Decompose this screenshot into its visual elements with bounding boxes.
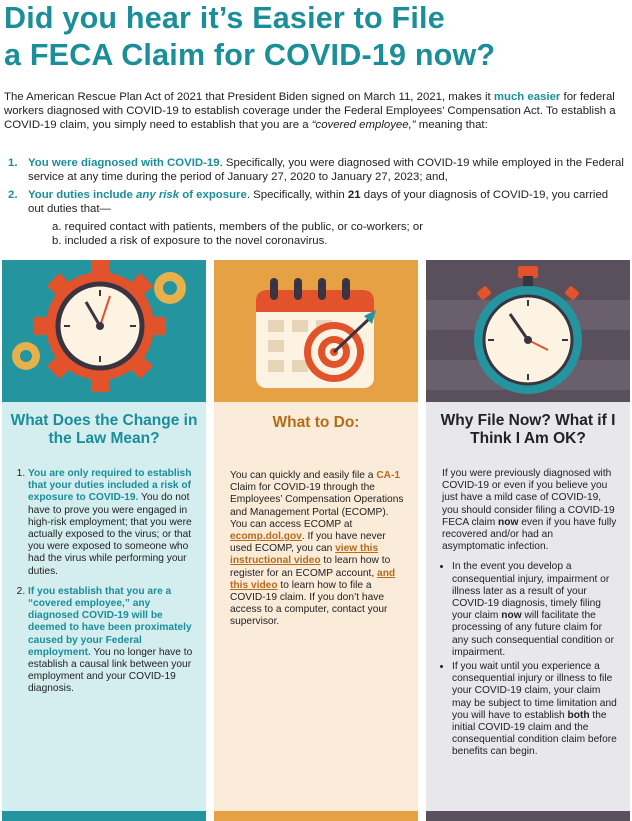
criteria-sub-b: b. included a risk of exposure to the novel coronavirus. — [52, 235, 328, 247]
stopwatch-illustration — [426, 260, 630, 402]
criteria-list — [4, 156, 624, 248]
instructional-video-link[interactable]: view this instructional video — [230, 543, 379, 567]
title-line-2: a FECA Claim for COVID-19 now? — [4, 38, 496, 72]
calendar-target-illustration — [214, 260, 418, 402]
column-footer-bar — [214, 811, 418, 821]
emphasis-much-easier: much easier — [493, 91, 561, 103]
why-file-bullet-1: • In the event you develop a consequential injury, impairment or illness later as a result of your COVID-19 diagnosis, timely filing your claim now will facilitate the processing of any future claim for any such consequential condition or impairment. — [452, 561, 618, 659]
law-point-1: 1. You are only required to establish that your duties included a risk of exposure to COVID-19. You do not have to prove you were engaged in high-risk employment; that you were actually exposed to the virus; or that you were exposed to someone who had the virus while performing your duties. — [28, 468, 196, 578]
criteria-item-2: 2. Your duties include any risk of exposure. Specifically, within 21 days of your diagnosis of COVID-19, you carried out duties that— — [8, 189, 609, 215]
column-law-change — [2, 260, 206, 821]
covered-employee-quote: “covered employee,” — [311, 119, 416, 131]
criteria-item-1: 1. You were diagnosed with COVID-19. Specifically, you were diagnosed with COVID-19 while employed in the Federal service at any time during the period of January 27, 2020 to January 27, 2023; and, — [8, 157, 624, 183]
column-heading-what-to-do: What to Do: — [272, 414, 360, 431]
intro-paragraph: The American Rescue Plan Act of 2021 that President Biden signed on March 11, 2021, makes it much easier for federal workers diagnosed with COVID-19 to establish coverage under the Federal Employees’ Compensation Act. To establish a COVID-19 claim, you simply need to establish that you are a “covered employee,” meaning that: — [4, 91, 616, 131]
law-point-2: 2. If you establish that you are a “covered employee,” any diagnosed COVID-19 will be deemed to have been proximately caused by your Federal employment. You no longer have to establish a causal link between your employment and your COVID-19 diagnosis. — [28, 586, 196, 696]
file-claim-video-link[interactable]: and this video — [230, 567, 396, 591]
column-heading-law-change: What Does the Change in the Law Mean? — [10, 412, 198, 447]
column-footer-bar — [426, 811, 630, 821]
why-file-paragraph: If you were previously diagnosed with COVID-19 or even if you believe you just have a mild case of COVID-19, you should consider filing a COVID-19 FECA claim now even if you have fully recovered and/or had an asymptomatic infection. — [442, 468, 617, 553]
gear-clock-icon — [2, 260, 206, 402]
column-heading-why-file-now: Why File Now? What if I Think I Am OK? — [440, 412, 616, 447]
column-what-to-do — [214, 260, 418, 821]
column-body-why-file-now — [426, 458, 630, 759]
column-body-what-to-do: You can quickly and easily file a CA-1 Claim for COVID-19 through the Employees’ Compensation Operations and Management Portal (ECOMP). You can access ECOMP at ecomp.dol.gov. If you have never used ECOMP, you can view this instructional video to learn how to register for an ECOMP account, and this video to learn how to file a COVID-19 claim. If you don’t have access to a computer, contact your supervisor. — [230, 470, 404, 628]
column-footer-bar — [2, 811, 206, 821]
column-body-law-change — [2, 458, 206, 696]
column-why-file-now — [426, 260, 630, 821]
gear-clock-illustration — [2, 260, 206, 402]
calendar-target-icon — [214, 260, 418, 402]
criteria-sub-a: a. required contact with patients, members of the public, or co-workers; or — [52, 221, 423, 233]
page-title — [4, 0, 628, 74]
stopwatch-icon — [426, 260, 630, 402]
title-line-1: Did you hear it’s Easier to File — [4, 1, 445, 35]
ecomp-link[interactable]: ecomp.dol.gov — [230, 531, 302, 543]
why-file-bullet-2: • If you wait until you experience a consequential injury or illness to file your COVID-19 claim, your claim may be subject to time limitation and you will have to establish both the initial COVID-19 claim and the consequential condition claim before benefits can begin. — [452, 661, 618, 759]
